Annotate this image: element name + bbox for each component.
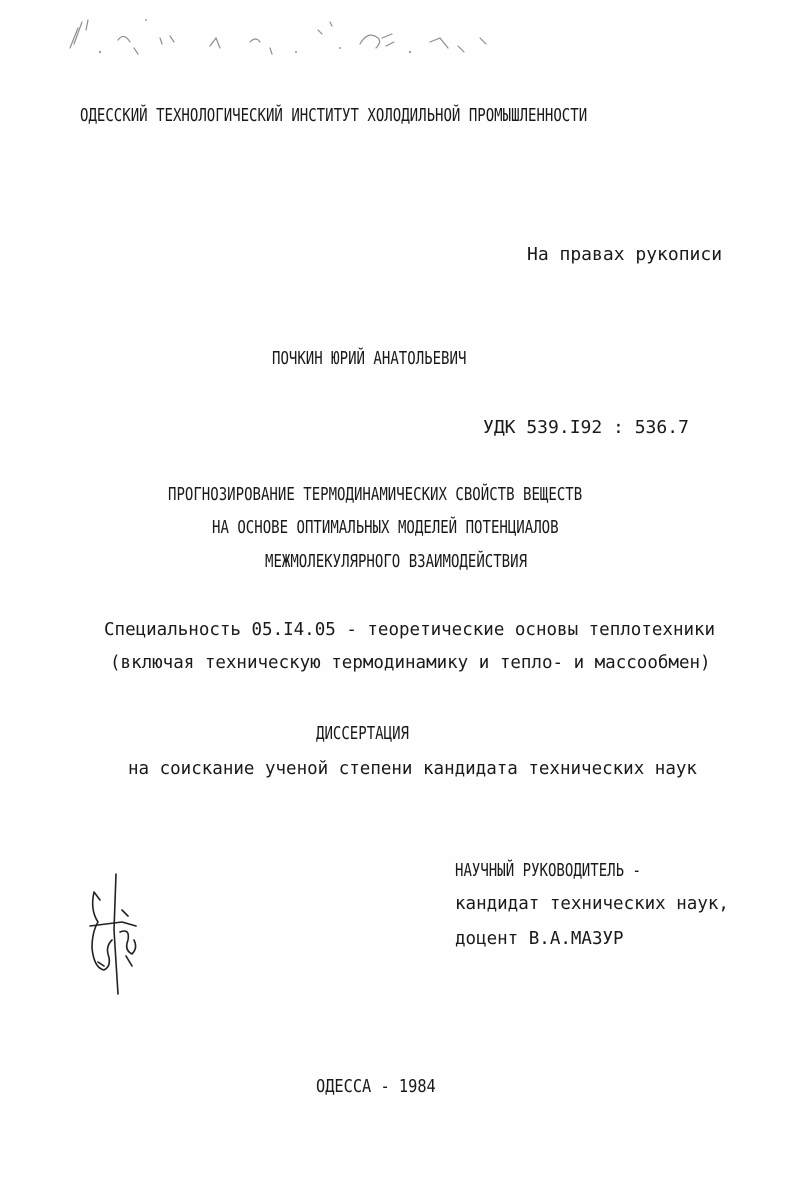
specialty-line-1: Специальность 05.I4.05 - теоретические основы теплотехники: [104, 620, 716, 640]
supervisor-heading: НАУЧНЫЙ РУКОВОДИТЕЛЬ -: [455, 860, 641, 881]
title-line-1: ПРОГНОЗИРОВАНИЕ ТЕРМОДИНАМИЧЕСКИХ СВОЙСТВ ВЕЩЕСТВ: [168, 484, 583, 505]
manuscript-rights-note: На правах рукописи: [527, 244, 723, 265]
udc-code: УДК 539.I92 : 536.7: [483, 417, 689, 438]
supervisor-degree: кандидат технических наук,: [455, 894, 729, 914]
handwritten-signature-icon: [78, 870, 148, 1000]
title-line-2: НА ОСНОВЕ ОПТИМАЛЬНЫХ МОДЕЛЕЙ ПОТЕНЦИАЛОВ: [212, 517, 559, 538]
dissertation-label: ДИССЕРТАЦИЯ: [316, 723, 409, 744]
degree-purpose: на соискание ученой степени кандидата технических наук: [128, 759, 697, 779]
institute-name: ОДЕССКИЙ ТЕХНОЛОГИЧЕСКИЙ ИНСТИТУТ ХОЛОДИЛЬНОЙ ПРОМЫШЛЕННОСТИ: [80, 105, 588, 126]
place-and-year: ОДЕССА - 1984: [316, 1076, 436, 1097]
specialty-line-2: (включая техническую термодинамику и тепло- и массообмен): [110, 653, 711, 673]
library-stamp-marks-icon: [60, 8, 500, 58]
supervisor-name: доцент В.А.МАЗУР: [455, 929, 624, 949]
author-name: ПОЧКИН ЮРИЙ АНАТОЛЬЕВИЧ: [272, 348, 467, 369]
title-line-3: МЕЖМОЛЕКУЛЯРНОГО ВЗАИМОДЕЙСТВИЯ: [265, 551, 528, 572]
